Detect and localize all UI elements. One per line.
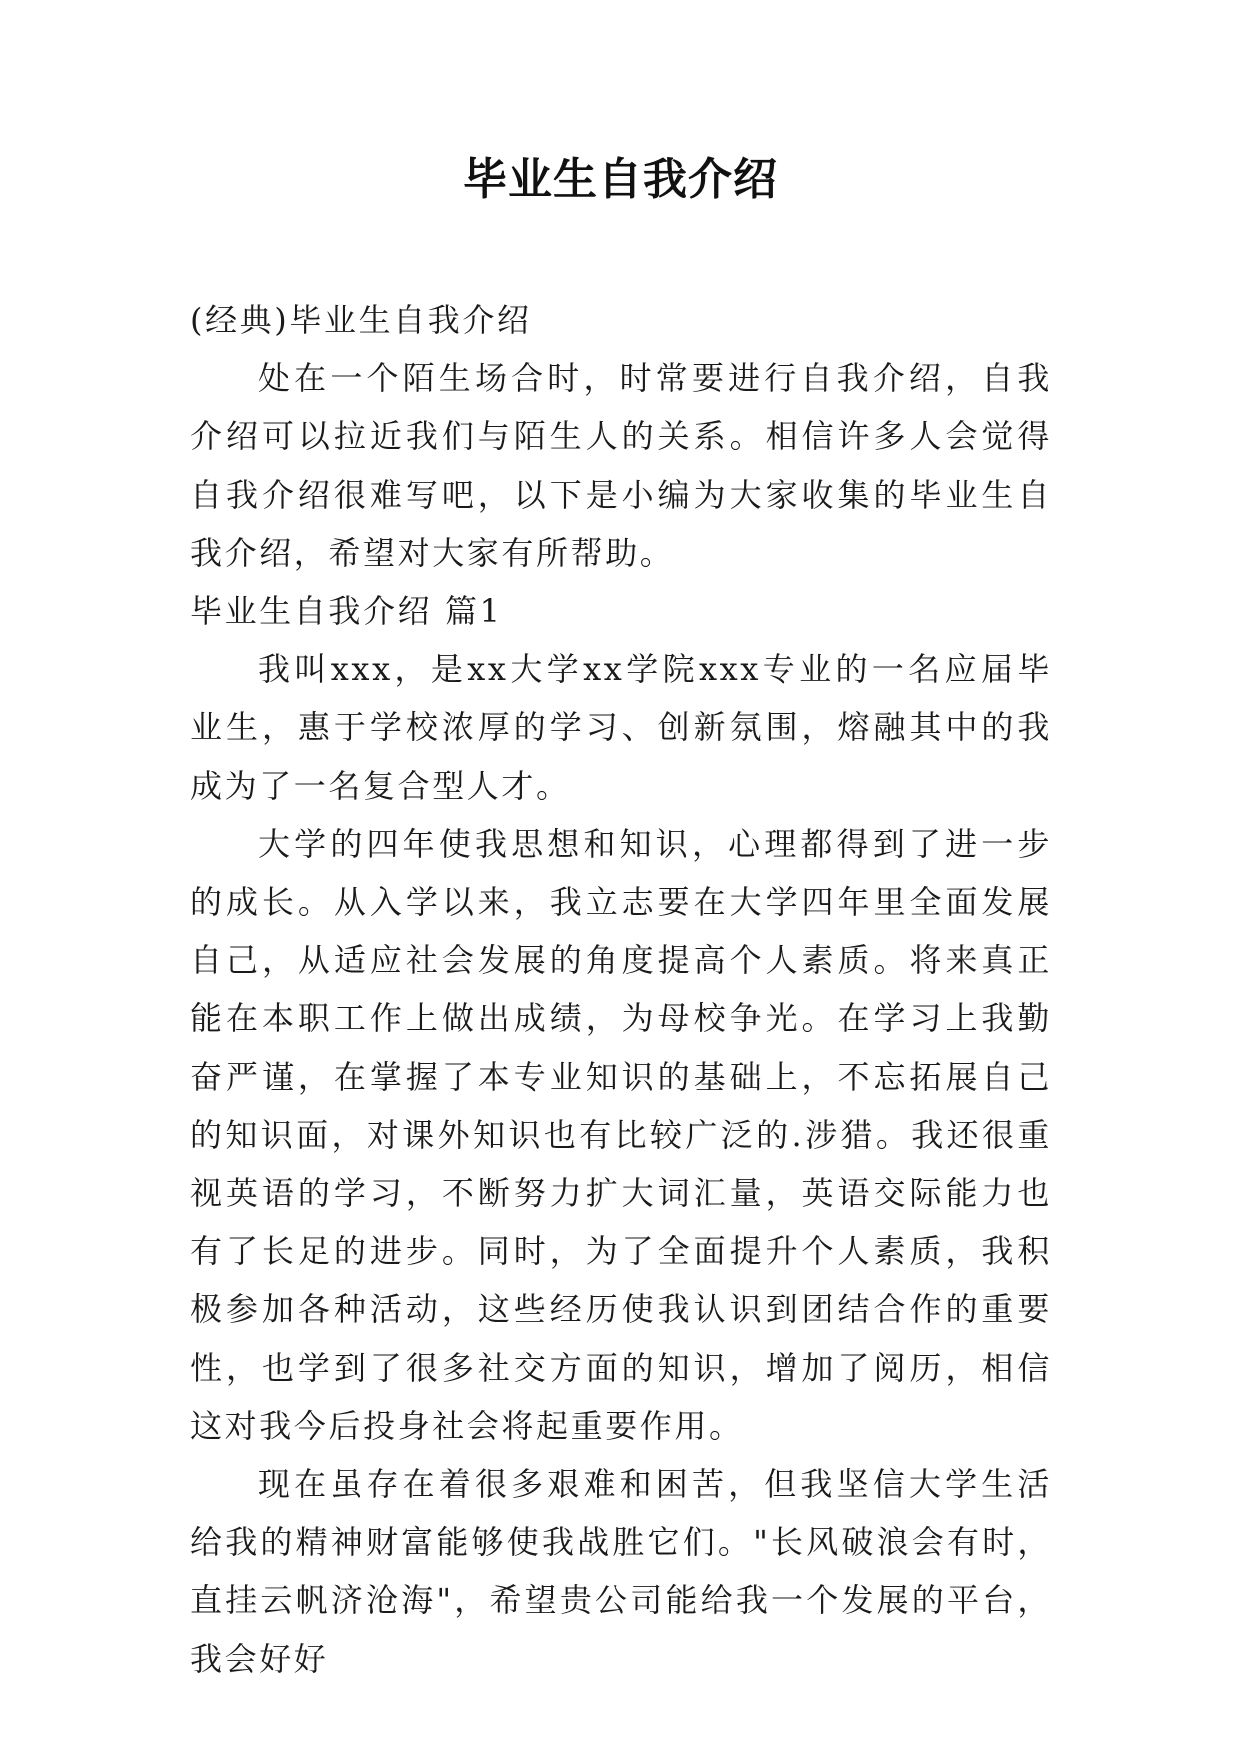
subtitle-line: (经典)毕业生自我介绍 bbox=[190, 301, 532, 339]
body-paragraph: 现在虽存在着很多艰难和困苦，但我坚信大学生活给我的精神财富能够使我战胜它们。"长风破浪会有时，直挂云帆济沧海"，希望贵公司能给我一个发展的平台，我会好好 bbox=[190, 1465, 1052, 1678]
body-paragraph: 大学的四年使我思想和知识，心理都得到了进一步的成长。从入学以来，我立志要在大学四年里全面发展自己，从适应社会发展的角度提高个人素质。将来真正能在本职工作上做出成绩，为母校争光。在学习上我勤奋严谨，在掌握了本专业知识的基础上，不忘拓展自己的知识面，对课外知识也有比较广泛的.涉猎。我还很重视英语的学习，不断努力扩大词汇量，英语交际能力也有了长足的进步。同时，为了全面提升个人素质，我积极参加各种活动，这些经历使我认识到团结合作的重要性，也学到了很多社交方面的知识，增加了阅历，相信这对我今后投身社会将起重要作用。 bbox=[190, 824, 1052, 1445]
body-paragraph: 我叫xxx，是xx大学xx学院xxx专业的一名应届毕业生，惠于学校浓厚的学习、创新氛围，熔融其中的我成为了一名复合型人才。 bbox=[190, 650, 1052, 805]
section-heading: 毕业生自我介绍 篇1 bbox=[190, 592, 503, 631]
intro-paragraph: 处在一个陌生场合时，时常要进行自我介绍，自我介绍可以拉近我们与陌生人的关系。相信许多人会觉得自我介绍很难写吧，以下是小编为大家收集的毕业生自我介绍，希望对大家有所帮助。 bbox=[190, 359, 1052, 572]
document-body bbox=[190, 291, 1052, 1688]
document-title: 毕业生自我介绍 bbox=[463, 154, 778, 205]
